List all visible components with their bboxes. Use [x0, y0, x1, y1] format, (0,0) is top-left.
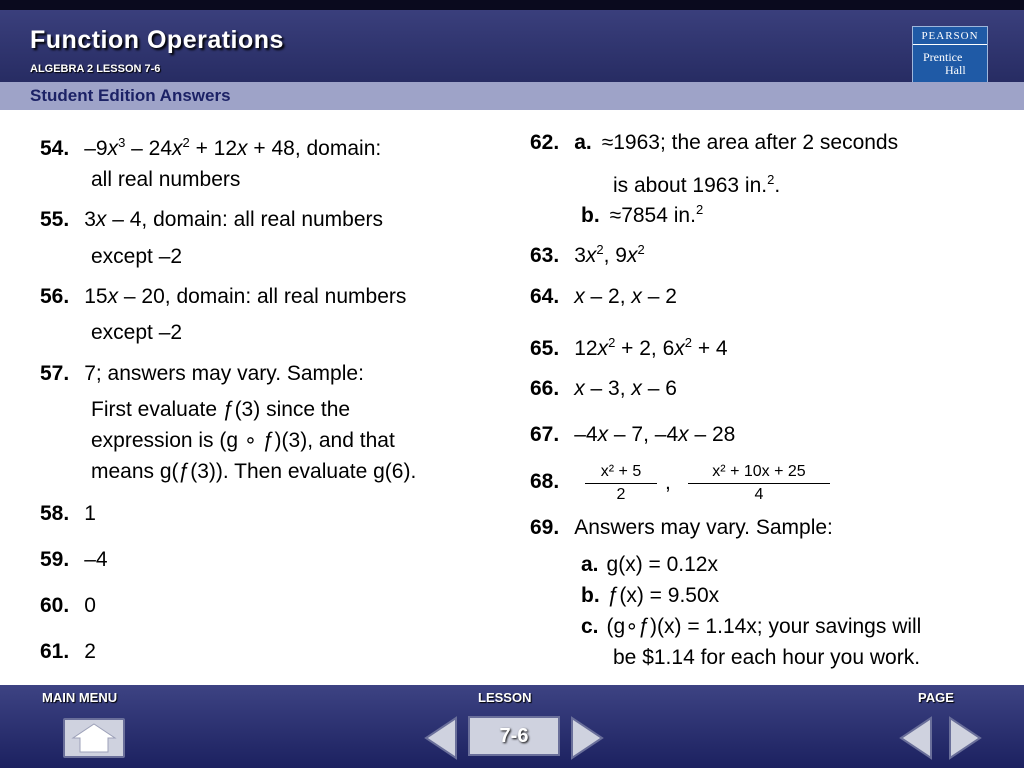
answer-value: 0: [84, 594, 96, 617]
variable: x: [574, 377, 585, 400]
variable: x: [95, 208, 107, 231]
part-label: a.: [574, 131, 592, 154]
pearson-prentice-hall-logo: [912, 26, 988, 84]
text-part: – 20, domain: all real numbers: [118, 285, 407, 308]
fraction-1-numerator: x² + 5: [585, 463, 657, 484]
answer-number: 61.: [40, 640, 70, 663]
part-label: c.: [581, 615, 599, 638]
text-part: –4: [574, 423, 598, 446]
fraction-2: [688, 463, 830, 504]
variable: x: [597, 337, 609, 360]
exponent: 2: [695, 202, 704, 217]
exponent: 3: [118, 135, 126, 150]
answer-57: [40, 362, 364, 386]
exponent: 2: [684, 335, 692, 350]
text-part: – 7, –4: [608, 423, 679, 446]
logo-prentice-text: Prentice: [923, 50, 963, 64]
answers-content: [0, 110, 1024, 685]
text-part: ≈7854 in.: [609, 204, 696, 227]
answer-value: –4: [84, 548, 108, 571]
text-part: – 4, domain: all real numbers: [106, 208, 384, 231]
answer-61: [40, 640, 96, 664]
answer-62a-line2: [613, 168, 780, 198]
fraction-1-denominator: 2: [616, 486, 626, 503]
footer-nav: [0, 685, 1024, 768]
lesson-label: LESSON: [478, 690, 532, 705]
answer-65: [530, 331, 728, 361]
answer-57-line4: means g(ƒ(3)). Then evaluate g(6).: [91, 460, 417, 483]
text-part: 7; answers may vary. Sample:: [84, 362, 364, 385]
variable: x: [674, 337, 685, 360]
variable: x: [631, 285, 642, 308]
text-part: – 2: [641, 285, 677, 308]
text-part: – 6: [641, 377, 677, 400]
text-part: 3: [84, 208, 96, 231]
header-bar: [0, 10, 1024, 82]
section-header: [0, 82, 1024, 110]
answer-number: 66.: [530, 377, 560, 400]
text-part: .: [774, 174, 781, 197]
answer-69b: [581, 584, 719, 608]
main-menu-button[interactable]: [63, 718, 125, 758]
next-page-arrow-icon[interactable]: [946, 716, 984, 760]
answer-number: 55.: [40, 208, 70, 231]
answer-55-line2: except –2: [91, 245, 183, 268]
variable: x: [585, 244, 597, 267]
logo-pearson-text: PEARSON: [913, 30, 987, 45]
answer-56-line2: except –2: [91, 321, 183, 344]
fraction-2-denominator: 4: [754, 486, 764, 503]
variable: x: [574, 285, 585, 308]
variable: x: [631, 377, 642, 400]
text-part: 3: [574, 244, 586, 267]
answer-63: [530, 238, 645, 268]
previous-page-arrow-icon[interactable]: [897, 716, 935, 760]
part-label: a.: [581, 553, 599, 576]
variable: x: [626, 244, 638, 267]
text-part: – 2,: [584, 285, 632, 308]
answer-value: 1: [84, 502, 96, 525]
top-strip: [0, 0, 1024, 10]
answer-number: 64.: [530, 285, 560, 308]
fraction-separator: ,: [665, 471, 671, 494]
text-part: + 12: [189, 137, 238, 160]
main-menu-label: MAIN MENU: [42, 690, 118, 705]
page-label: PAGE: [918, 690, 954, 705]
answer-55: [40, 208, 383, 232]
answer-number: 65.: [530, 337, 560, 360]
answer-number: 62.: [530, 131, 560, 154]
variable: x: [237, 137, 248, 160]
variable: x: [172, 137, 183, 160]
text-part: + 4: [692, 337, 728, 360]
exponent: 2: [767, 172, 775, 187]
variable: x: [107, 285, 119, 308]
exponent: 2: [182, 135, 190, 150]
text-part: , 9: [603, 244, 627, 267]
answer-54-line2: all real numbers: [91, 168, 241, 191]
exponent: 2: [637, 242, 645, 257]
exponent: 2: [596, 242, 604, 257]
exponent: 2: [608, 335, 616, 350]
answer-62a: [530, 131, 898, 155]
text-part: ≈1963; the area after 2 seconds: [601, 131, 899, 154]
answer-number: 58.: [40, 502, 70, 525]
answer-56: [40, 285, 406, 309]
text-part: g(x) = 0.12x: [606, 553, 718, 576]
fraction-1: [585, 463, 657, 504]
text-part: 15: [84, 285, 108, 308]
next-lesson-arrow-icon[interactable]: [568, 716, 606, 760]
answer-number: 63.: [530, 244, 560, 267]
text-part: + 48, domain:: [247, 137, 382, 160]
answer-number: 57.: [40, 362, 70, 385]
section-title: Student Edition Answers: [30, 86, 231, 105]
answer-67: [530, 423, 735, 447]
answer-62b: [581, 198, 703, 228]
answer-59: [40, 548, 108, 572]
answer-69a: [581, 553, 718, 577]
text-part: 12: [574, 337, 598, 360]
answer-number: 60.: [40, 594, 70, 617]
text-part: –9: [84, 137, 108, 160]
part-label: b.: [581, 204, 600, 227]
part-label: b.: [581, 584, 600, 607]
answer-58: [40, 502, 96, 526]
answer-value: 2: [84, 640, 96, 663]
answer-57-line3: expression is (g ∘ ƒ)(3), and that: [91, 429, 395, 452]
previous-lesson-arrow-icon[interactable]: [422, 716, 460, 760]
answer-64: [530, 285, 677, 309]
text-part: Answers may vary. Sample:: [574, 516, 833, 539]
answer-69: [530, 516, 833, 540]
answer-57-line2: First evaluate ƒ(3) since the: [91, 398, 351, 421]
text-part: – 3,: [584, 377, 632, 400]
home-icon: [65, 720, 123, 756]
page-title: Function Operations: [30, 26, 284, 54]
fraction-2-numerator: x² + 10x + 25: [688, 463, 830, 484]
answer-number: 54.: [40, 137, 70, 160]
text-part: – 28: [688, 423, 736, 446]
answer-66: [530, 377, 677, 401]
variable: x: [678, 423, 689, 446]
variable: x: [107, 137, 119, 160]
lesson-number-button[interactable]: 7-6: [468, 716, 560, 756]
answer-number: 67.: [530, 423, 560, 446]
answer-number: 56.: [40, 285, 70, 308]
answer-60: [40, 594, 96, 618]
lesson-subtitle: ALGEBRA 2 LESSON 7-6: [30, 63, 161, 75]
text-part: ƒ(x) = 9.50x: [607, 584, 720, 607]
text-part: + 2, 6: [615, 337, 675, 360]
logo-hall-text: Hall: [945, 63, 966, 77]
answer-69c: [581, 615, 921, 639]
text-part: – 24: [125, 137, 173, 160]
text-part: is about 1963 in.: [613, 174, 768, 197]
answer-54: [40, 131, 381, 161]
text-part: (g∘ƒ)(x) = 1.14x; your savings will: [606, 615, 922, 638]
answer-number: 59.: [40, 548, 70, 571]
variable: x: [597, 423, 609, 446]
answer-68: [530, 470, 559, 494]
answer-number: 68.: [530, 470, 560, 493]
answer-number: 69.: [530, 516, 560, 539]
answer-69c-line2: be $1.14 for each hour you work.: [613, 646, 921, 669]
